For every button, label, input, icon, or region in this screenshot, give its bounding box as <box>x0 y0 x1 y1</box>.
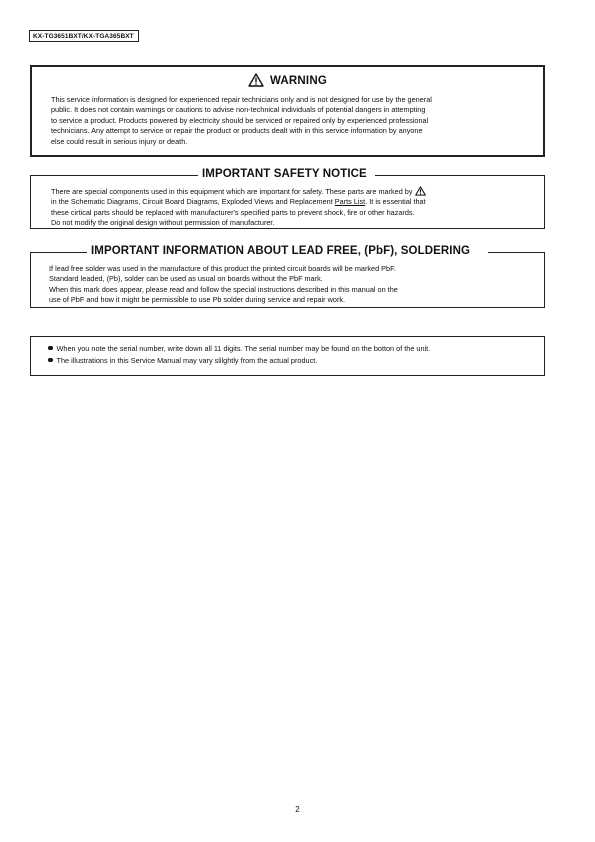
note-item <box>48 356 317 366</box>
safety-notice-text <box>51 186 426 229</box>
warning-line: This service information is designed for experienced repair technicians only and is not designed for use by the general <box>51 95 432 104</box>
warning-line: else could result in serious injury or death. <box>51 136 188 146</box>
note-item <box>48 344 430 354</box>
safety-line-text: . It is essential that <box>365 197 426 207</box>
bullet-icon <box>48 346 53 351</box>
warning-line: public. It does not contain warnings or cautions to advise non-technical individuals of potential dangers in attempting <box>51 105 426 115</box>
lead-free-line: When this mark does appear, please read and follow the special instructions described in this manual on the <box>49 284 398 294</box>
page-number: 2 <box>295 805 300 814</box>
safety-line-text: in the Schematic Diagrams, Circuit Board Diagrams, Exploded Views and Replacement <box>51 197 335 207</box>
safety-line <box>51 186 426 197</box>
lead-free-line: Standard leaded, (Pb), solder can be used as usual on boards without the PbF mark. <box>49 274 323 284</box>
model-number-tag: KX-TG3651BXT/KX-TGA365BXT <box>29 30 139 42</box>
safety-notice-box <box>30 175 545 229</box>
warning-heading <box>32 73 543 87</box>
lead-free-text <box>49 264 398 306</box>
lead-free-title: IMPORTANT INFORMATION ABOUT LEAD FREE, (PbF), SOLDERING <box>87 245 474 257</box>
safety-notice-title: IMPORTANT SAFETY NOTICE <box>198 168 371 180</box>
warning-line: to service a product. Products powered by electricity should be serviced or repaired only by experienced professional <box>51 115 429 125</box>
safety-line: these cirtical parts should be replaced with manufacturer's specified parts to prevent shock, fire or other hazards. <box>51 207 415 217</box>
safety-line <box>51 197 426 207</box>
safety-line: Do not modify the original design without permission of manufacturer. <box>51 218 275 228</box>
note-text: When you note the serial number, write down all 11 digits. The serial number may be found on the botton of the unit. <box>56 344 431 353</box>
bullet-icon <box>48 358 53 363</box>
warning-text <box>51 95 432 147</box>
warning-line: technicians. Any attempt to service or repair the product or products dealt with in this service information by anyone <box>51 126 423 136</box>
lead-free-box <box>30 252 545 308</box>
warning-triangle-icon <box>248 73 264 87</box>
lead-free-line: use of PbF and how it might be permissible to use Pb solder during service and repair work. <box>49 295 346 305</box>
safety-line-text: There are special components used in this equipment which are important for safety. These parts are marked by <box>51 187 413 196</box>
warning-title: WARNING <box>270 75 327 87</box>
parts-list-reference: Parts List <box>334 197 366 207</box>
notes-box <box>30 336 545 376</box>
warning-box <box>30 65 545 157</box>
note-text: The illustrations in this Service Manual may vary slilghtly from the actual product. <box>56 356 318 365</box>
warning-triangle-icon <box>415 186 426 196</box>
lead-free-line: If lead free solder was used in the manufacture of this product the printed circuit boards will be marked PbF. <box>49 264 396 273</box>
